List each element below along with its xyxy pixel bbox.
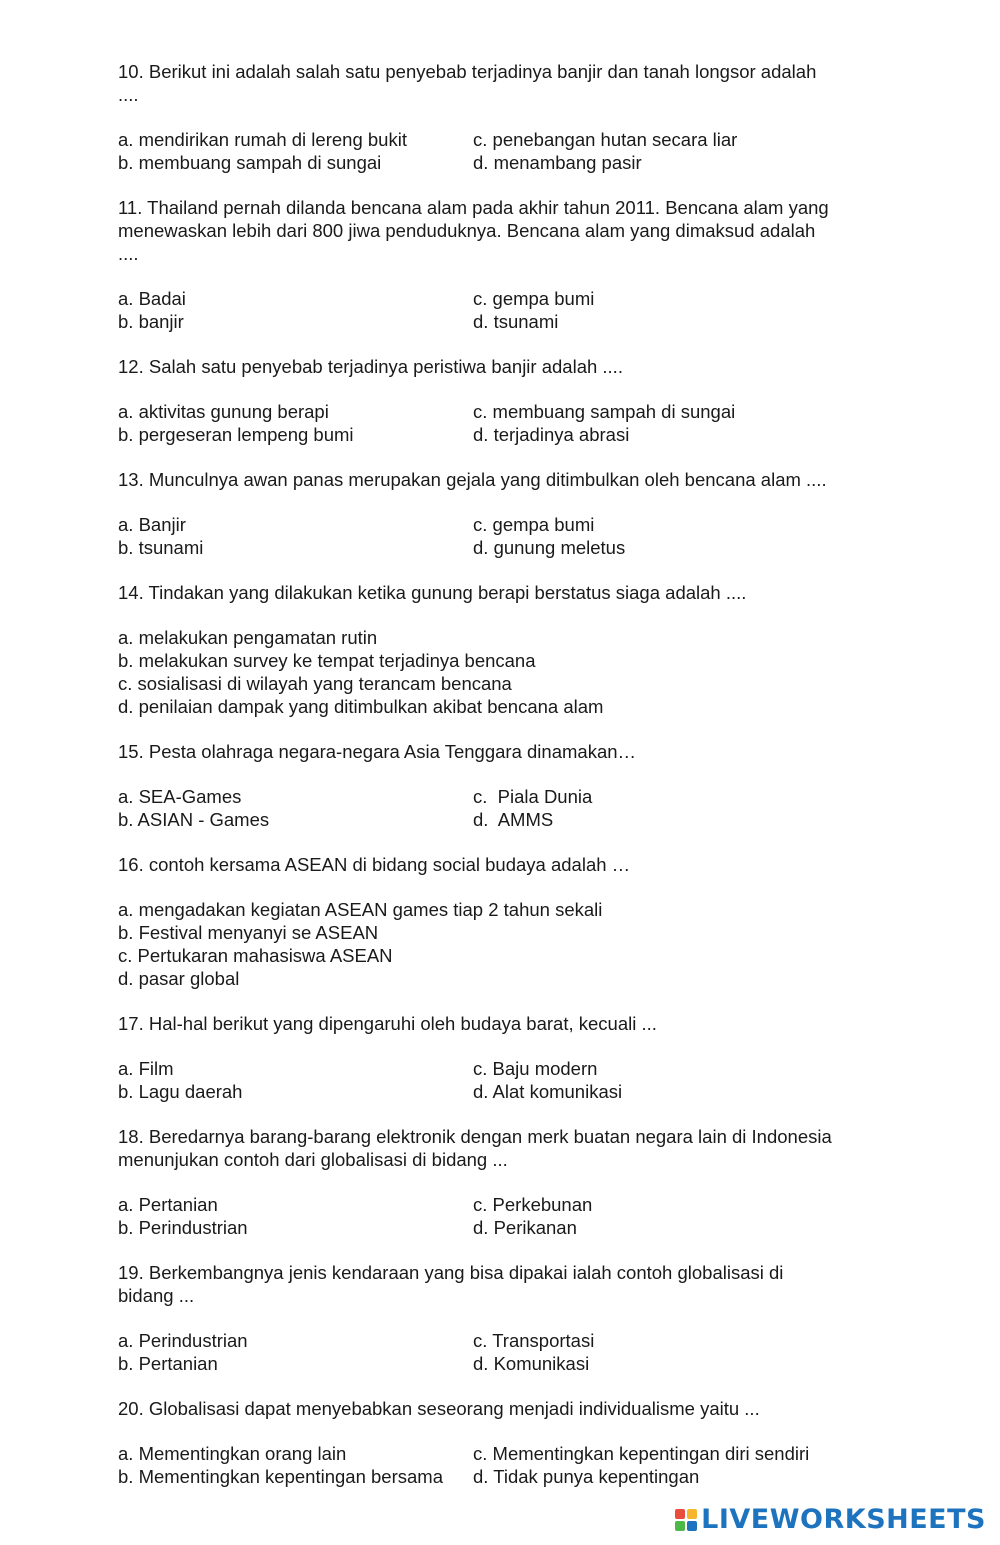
answer-option: a. mendirikan rumah di lereng bukit [118,129,407,150]
answer-option: c. Piala Dunia [473,786,593,807]
answer-option: a. mengadakan kegiatan ASEAN games tiap 2 tahun sekali [118,899,603,920]
answer-option: b. Festival menyanyi se ASEAN [118,922,379,943]
question-block [118,853,898,990]
answer-options [118,1193,898,1239]
answer-option: b. melakukan survey ke tempat terjadinya bencana [118,650,536,671]
answer-option: b. tsunami [118,537,204,558]
question-text: 16. contoh kersama ASEAN di bidang social budaya adalah … [118,854,631,875]
answer-option: d. Tidak punya kepentingan [473,1466,700,1487]
question-block [118,740,898,831]
answer-option: d. pasar global [118,968,240,989]
logo-square-green [675,1521,685,1531]
answer-option: d. gunung meletus [473,537,626,558]
question-text: 14. Tindakan yang dilakukan ketika gunung berapi berstatus siaga adalah .... [118,582,747,603]
answer-options [118,1057,898,1103]
answer-option: c. Perkebunan [473,1194,593,1215]
answer-options [118,785,898,831]
answer-option: c. Pertukaran mahasiswa ASEAN [118,945,393,966]
answer-option: b. membuang sampah di sungai [118,152,382,173]
answer-option: c. membuang sampah di sungai [473,401,736,422]
answer-option: b. Perindustrian [118,1217,248,1238]
answer-option: d. penilaian dampak yang ditimbulkan akibat bencana alam [118,696,604,717]
answer-option: c. gempa bumi [473,288,595,309]
question-text: 18. Beredarnya barang-barang elektronik dengan merk buatan negara lain di Indonesia menunjukan contoh dari globalisasi di bidang ... [118,1126,832,1170]
answer-option: d. tsunami [473,311,559,332]
answer-option: a. Banjir [118,514,186,535]
question-text: 15. Pesta olahraga negara-negara Asia Tenggara dinamakan… [118,741,637,762]
answer-option: c. Transportasi [473,1330,595,1351]
answer-option: c. gempa bumi [473,514,595,535]
answer-option: b. Mementingkan kepentingan bersama [118,1466,443,1487]
answer-option: b. pergeseran lempeng bumi [118,424,354,445]
liveworksheets-logo [675,1504,986,1535]
question-block [118,1125,898,1239]
answer-option: a. Film [118,1058,174,1079]
answer-options [118,1329,898,1375]
answer-option: c. Mementingkan kepentingan diri sendiri [473,1443,810,1464]
question-text: 12. Salah satu penyebab terjadinya peristiwa banjir adalah .... [118,356,623,377]
answer-option: d. terjadinya abrasi [473,424,630,445]
answer-options [118,513,898,559]
answer-options [118,128,898,174]
question-text: 11. Thailand pernah dilanda bencana alam pada akhir tahun 2011. Bencana alam yang menewaskan lebih dari 800 jiwa penduduknya. Bencana alam yang dimaksud adalah .... [118,197,829,264]
answer-option: d. Komunikasi [473,1353,590,1374]
question-block [118,468,898,559]
answer-option: a. Mementingkan orang lain [118,1443,347,1464]
liveworksheets-logo-icon [675,1509,697,1531]
answer-option: a. aktivitas gunung berapi [118,401,329,422]
answer-option: d. AMMS [473,809,554,830]
question-block [118,1012,898,1103]
question-text: 17. Hal-hal berikut yang dipengaruhi oleh budaya barat, kecuali ... [118,1013,657,1034]
question-block [118,196,898,333]
logo-square-yellow [687,1509,697,1519]
answer-option: a. Pertanian [118,1194,218,1215]
answer-option: a. SEA-Games [118,786,242,807]
answer-option: c. Baju modern [473,1058,598,1079]
answer-option: c. sosialisasi di wilayah yang terancam bencana [118,673,512,694]
answer-option: a. melakukan pengamatan rutin [118,627,378,648]
question-block [118,1397,898,1488]
answer-option: b. Pertanian [118,1353,218,1374]
answer-option: a. Badai [118,288,186,309]
answer-options [118,626,898,718]
question-block [118,60,898,174]
question-text: 20. Globalisasi dapat menyebabkan seseorang menjadi individualisme yaitu ... [118,1398,760,1419]
logo-text: LIVEWORKSHEETS [701,1504,986,1535]
question-block [118,581,898,718]
answer-options [118,898,898,990]
answer-options [118,400,898,446]
answer-option: d. Alat komunikasi [473,1081,623,1102]
answer-option: d. Perikanan [473,1217,577,1238]
answer-option: d. menambang pasir [473,152,642,173]
answer-options [118,1442,898,1488]
question-text: 10. Berikut ini adalah salah satu penyebab terjadinya banjir dan tanah longsor adalah .... [118,61,817,105]
question-block [118,1261,898,1375]
answer-option: b. Lagu daerah [118,1081,243,1102]
logo-square-blue [687,1521,697,1531]
answer-option: b. ASIAN - Games [118,809,270,830]
logo-square-red [675,1509,685,1519]
question-block [118,355,898,446]
answer-option: b. banjir [118,311,184,332]
worksheet [118,60,898,1510]
question-text: 19. Berkembangnya jenis kendaraan yang bisa dipakai ialah contoh globalisasi di bidang ... [118,1262,784,1306]
answer-option: c. penebangan hutan secara liar [473,129,738,150]
answer-option: a. Perindustrian [118,1330,248,1351]
question-text: 13. Munculnya awan panas merupakan gejala yang ditimbulkan oleh bencana alam .... [118,469,827,490]
answer-options [118,287,898,333]
